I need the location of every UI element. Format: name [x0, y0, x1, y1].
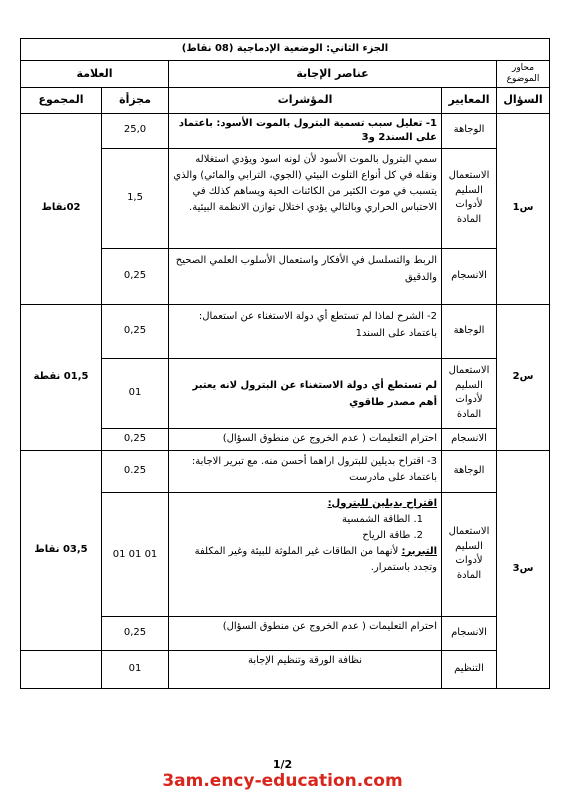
q1-criterion-relevance: الوجاهة	[442, 113, 497, 148]
q2-mark-relevance: 0,25	[102, 304, 169, 358]
q3-marks-tools	[102, 492, 169, 616]
page-number: 1/2	[272, 758, 293, 771]
q3-total: 03,5 نقاط	[21, 450, 102, 650]
q3-indicator-organization: نظافة الورقة وتنظيم الإجابة	[169, 650, 442, 688]
axes-header: محاور الموضوع	[497, 61, 550, 88]
q1-mark-tools: 1,5	[102, 148, 169, 248]
q2-indicator-relevance: 2- الشرح لماذا لم تستطع أي دولة الاستغناء عن استعمال: باعتماد على السند1	[169, 304, 442, 358]
q3-organization-total-empty	[21, 650, 102, 688]
q1-mark-coherence: 0,25	[102, 248, 169, 304]
q2-indicator-tools: لم تستطع أي دولة الاستغناء عن البترول لانه يعتبر أهم مصدر طاقوي	[169, 358, 442, 428]
q3-mark-organization: 01	[102, 650, 169, 688]
q3-mark-relevance: 0.25	[102, 450, 169, 492]
q3-alternatives-title: اقتراح بديلين للبترول:	[327, 497, 438, 509]
partial-header: مجزأة	[102, 87, 169, 113]
q3-mark-tools-3: 01	[112, 548, 126, 560]
section-title: الجزء الثاني: الوضعية الإدماجية (08 نقاط)	[21, 39, 550, 61]
q3-mark-tools-2: 01	[128, 548, 142, 560]
q1-mark-relevance: 25,0	[102, 113, 169, 148]
site-watermark: 3am.ency-education.com	[162, 771, 403, 791]
total-header: المجموع	[21, 87, 102, 113]
q1-indicator-coherence: الربط والتسلسل في الأفكار واستعمال الأسلوب العلمي الصحيح والدقيق	[169, 248, 442, 304]
q2-mark-tools: 01	[102, 358, 169, 428]
q1-total: 02نقاط	[21, 113, 102, 304]
q3-mark-coherence: 0,25	[102, 616, 169, 650]
q1-criterion-coherence: الانسجام	[442, 248, 497, 304]
q2-label: س2	[497, 304, 550, 450]
q3-alternative-2: 2. طاقة الرياح	[362, 529, 424, 541]
q3-mark-tools-1: 01	[144, 548, 158, 560]
q1-criterion-tools: الاستعمال السليم لأدوات المادة	[442, 148, 497, 248]
q3-label: س3	[497, 450, 550, 688]
answer-key-table	[20, 38, 550, 689]
q3-justify-text: لأنهما من الطاقات غير الملوثة للبيئة وغير المكلفة وتجدد باستمرار.	[194, 545, 438, 573]
q2-criterion-relevance: الوجاهة	[442, 304, 497, 358]
q2-mark-coherence: 0,25	[102, 428, 169, 450]
q2-indicator-coherence: احترام التعليمات ( عدم الخروج عن منطوق السؤال)	[169, 428, 442, 450]
q3-justify-label: التبرير:	[401, 545, 438, 557]
answer-elements-header: عناصر الإجابة	[169, 61, 497, 88]
q3-indicator-tools	[169, 492, 442, 616]
q3-criterion-coherence: الانسجام	[442, 616, 497, 650]
q3-indicator-coherence: احترام التعليمات ( عدم الخروج عن منطوق السؤال)	[169, 616, 442, 650]
mark-header: العلامة	[21, 61, 169, 88]
q1-label: س1	[497, 113, 550, 304]
q2-criterion-coherence: الانسجام	[442, 428, 497, 450]
criteria-header: المعايير	[442, 87, 497, 113]
q3-indicator-relevance: 3- اقتراح بديلين للبترول اراهما أحسن منه. مع تبرير الاجابة: باعتماد على مادرست	[169, 450, 442, 492]
question-header: السؤال	[497, 87, 550, 113]
q3-criterion-organization: التنظيم	[442, 650, 497, 688]
q3-criterion-relevance: الوجاهة	[442, 450, 497, 492]
q1-indicator-tools: سمي البترول بالموت الأسود لأن لونه اسود ويؤدي استغلاله ونقله في كل أنواع التلوث البيئي (الجوي، الترابي والمائي) والذي يتسبب في موت الكثير من الكائنات الحية ويساهم كذلك في الاحتباس الحراري وبالتالي يؤدي اختلال توازن الانظمة البيئية.	[169, 148, 442, 248]
q3-criterion-tools: الاستعمال السليم لأدوات المادة	[442, 492, 497, 616]
q1-indicator-relevance: 1- تعليل سبب تسمية البترول بالموت الأسود: باعتماد على السند2 و3	[169, 113, 442, 148]
indicators-header: المؤشرات	[169, 87, 442, 113]
q3-alternative-1: 1. الطاقة الشمسية	[342, 513, 424, 525]
q2-total: 01,5 نقطة	[21, 304, 102, 450]
q2-criterion-tools: الاستعمال السليم لأدوات المادة	[442, 358, 497, 428]
